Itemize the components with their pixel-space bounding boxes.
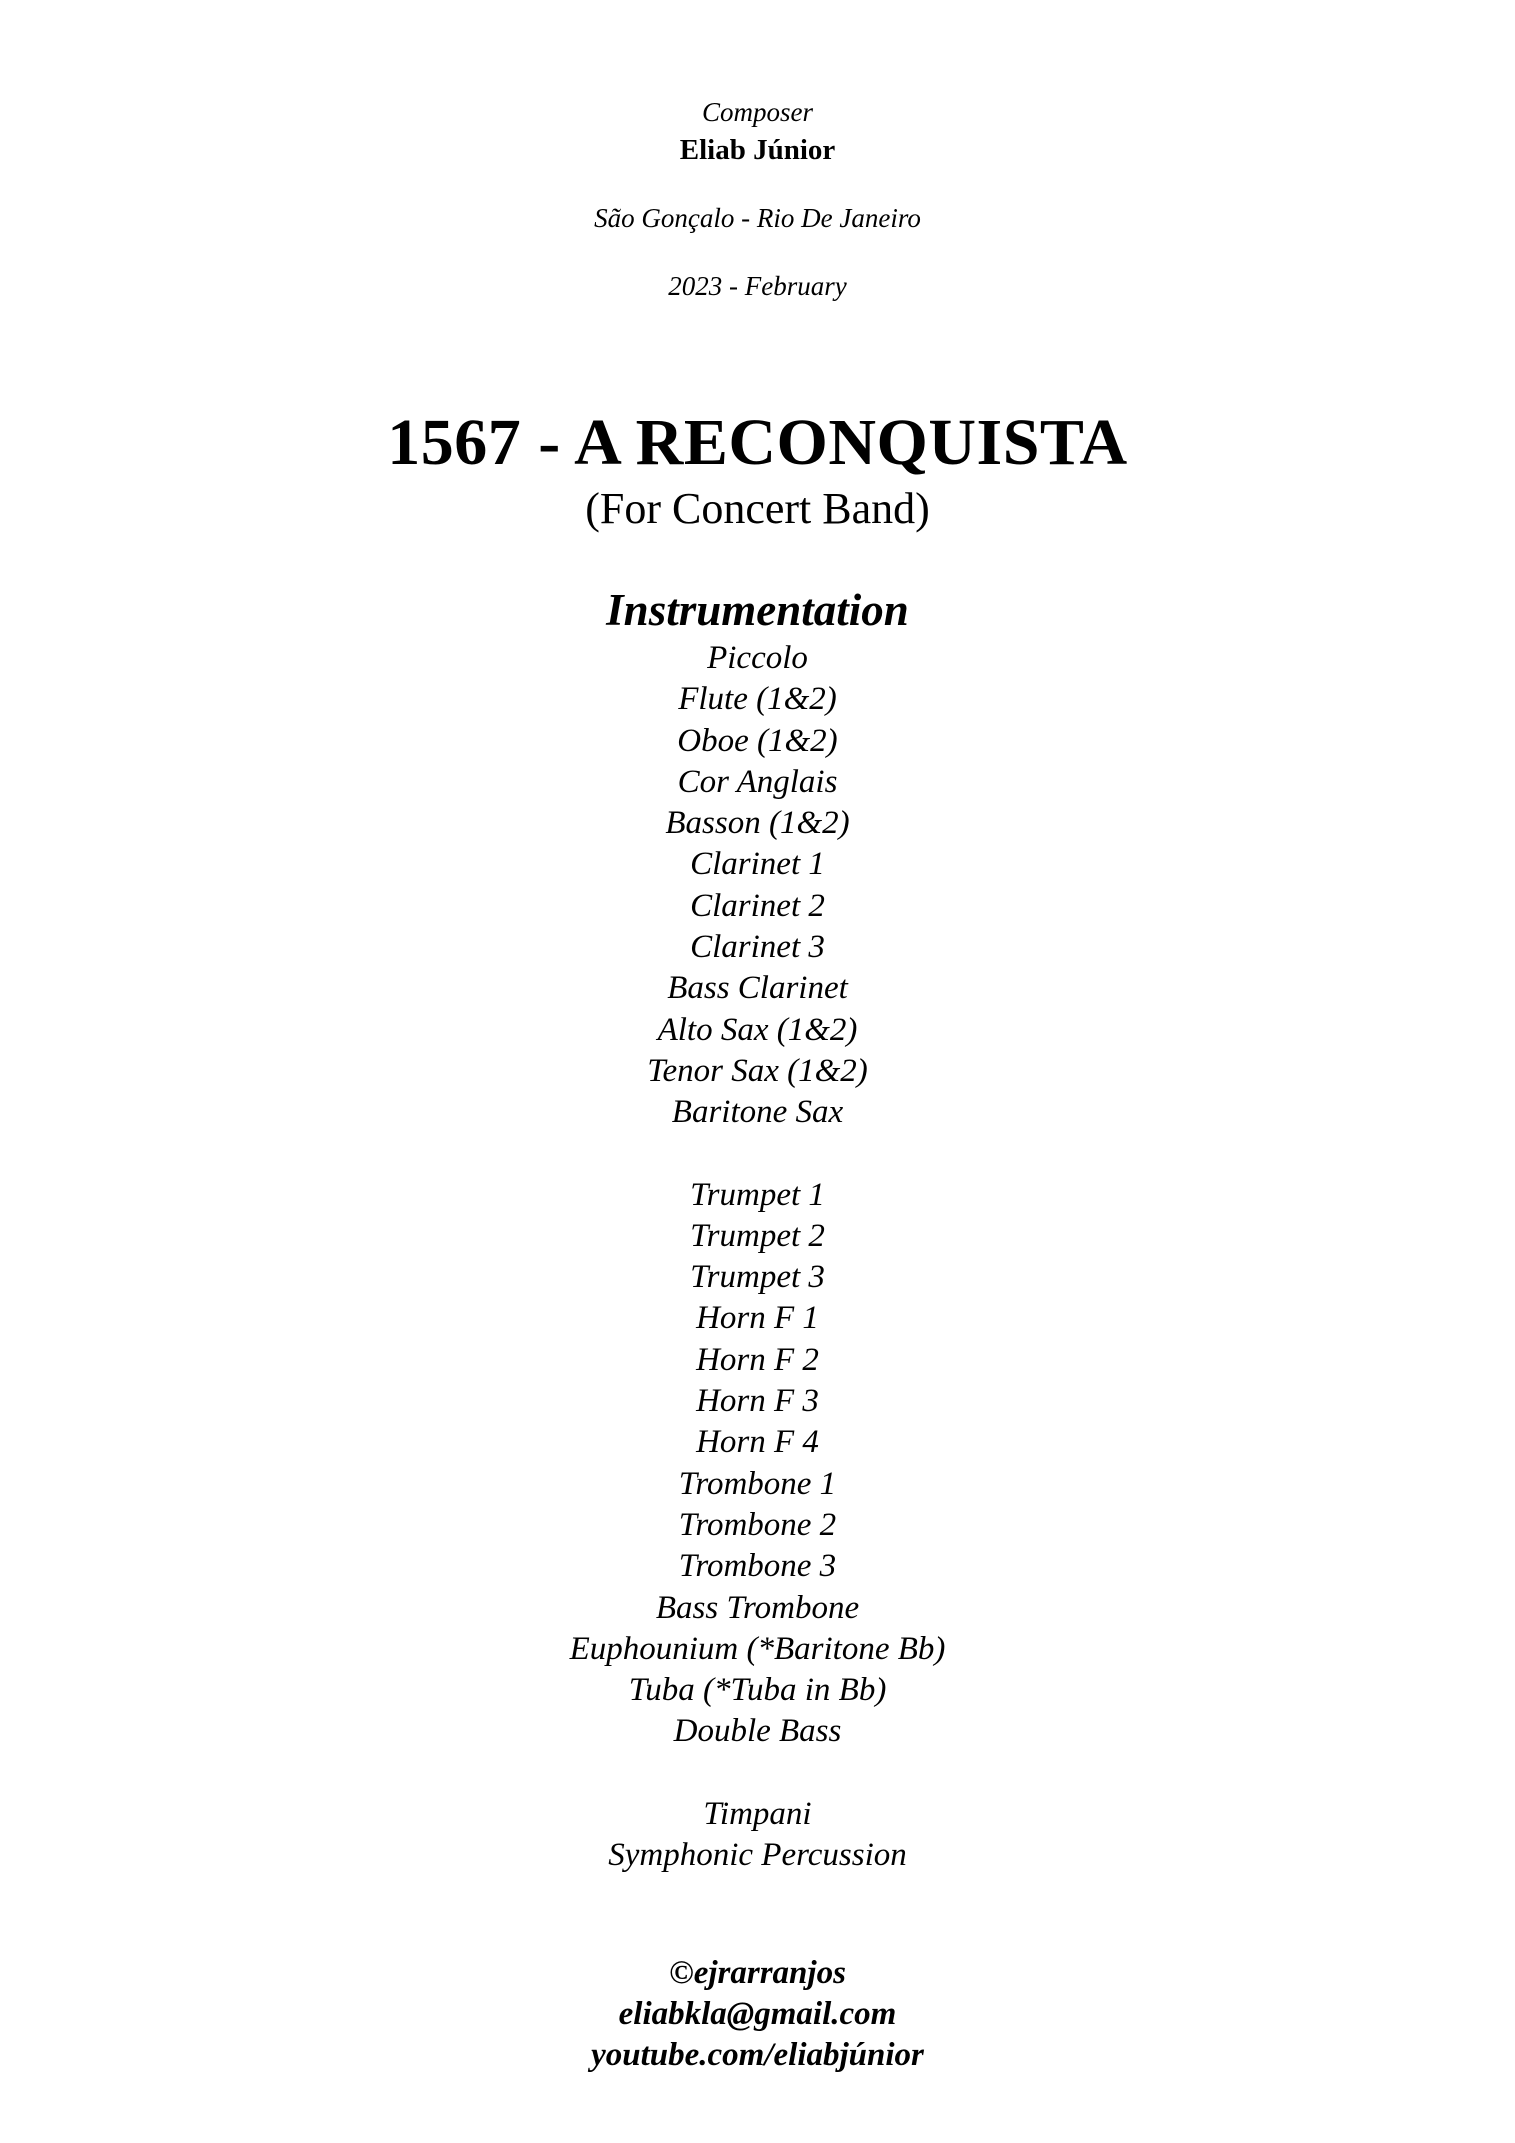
instrument-item: Clarinet 1 — [690, 846, 825, 883]
instrument-item: Double Bass — [673, 1713, 842, 1750]
instrument-item: Horn F 2 — [696, 1341, 819, 1378]
instrument-item: Symphonic Percussion — [608, 1837, 907, 1874]
contact-email: eliabkla@gmail.com — [618, 1996, 897, 2032]
instrument-item: Bass Trombone — [655, 1589, 860, 1626]
instrument-group-percussion — [0, 1794, 1515, 1877]
composition-date: 2023 - February — [668, 271, 847, 301]
copyright-handle: ©ejrarranjos — [669, 1955, 846, 1991]
instrument-item: Trumpet 1 — [690, 1176, 825, 1213]
instrumentation-heading: Instrumentation — [606, 585, 909, 635]
group-divider — [0, 1134, 1515, 1175]
instrument-item: Piccolo — [707, 640, 808, 676]
instrument-item: Tenor Sax (1&2) — [647, 1052, 868, 1089]
instrument-item: Trumpet 2 — [690, 1217, 825, 1254]
instrument-item: Timpani — [703, 1795, 812, 1832]
instrument-item: Trombone 1 — [678, 1465, 837, 1502]
instrument-item: Alto Sax (1&2) — [657, 1011, 858, 1048]
instrument-item: Horn F 4 — [696, 1424, 819, 1461]
title-block — [0, 402, 1515, 534]
instrument-item: Basson (1&2) — [665, 805, 850, 842]
instrument-item: Oboe (1&2) — [677, 722, 838, 759]
instrumentation-section — [0, 582, 1515, 1876]
instrument-item: Horn F 3 — [696, 1383, 819, 1420]
instrument-item: Euphounium (*Baritone Bb) — [569, 1630, 946, 1667]
instrument-item: Clarinet 3 — [690, 929, 825, 966]
instrument-item: Baritone Sax — [671, 1094, 844, 1131]
group-divider — [0, 1753, 1515, 1794]
instrument-group-woodwinds — [0, 638, 1515, 1134]
composer-info — [0, 92, 1515, 304]
page-title: 1567 - A RECONQUISTA — [387, 406, 1128, 479]
instrument-item: Clarinet 2 — [690, 887, 825, 924]
youtube-link: youtube.com/eliabjúnior — [591, 2037, 924, 2073]
contact-footer — [0, 1953, 1515, 2076]
instrument-item: Flute (1&2) — [678, 681, 837, 718]
page-subtitle: (For Concert Band) — [585, 484, 930, 533]
instrument-item: Bass Clarinet — [667, 970, 848, 1007]
composer-label: Composer — [701, 97, 813, 127]
instrument-item: Trombone 3 — [678, 1548, 837, 1585]
instrument-item: Horn F 1 — [696, 1300, 819, 1337]
instrument-item: Trumpet 3 — [690, 1259, 825, 1296]
instrument-group-brass — [0, 1175, 1515, 1753]
instrument-item: Cor Anglais — [677, 763, 838, 800]
location: São Gonçalo - Rio De Janeiro — [594, 203, 921, 233]
composer-name: Eliab Júnior — [679, 134, 836, 166]
instrument-item: Tuba (*Tuba in Bb) — [628, 1672, 887, 1709]
instrument-item: Trombone 2 — [678, 1506, 837, 1543]
